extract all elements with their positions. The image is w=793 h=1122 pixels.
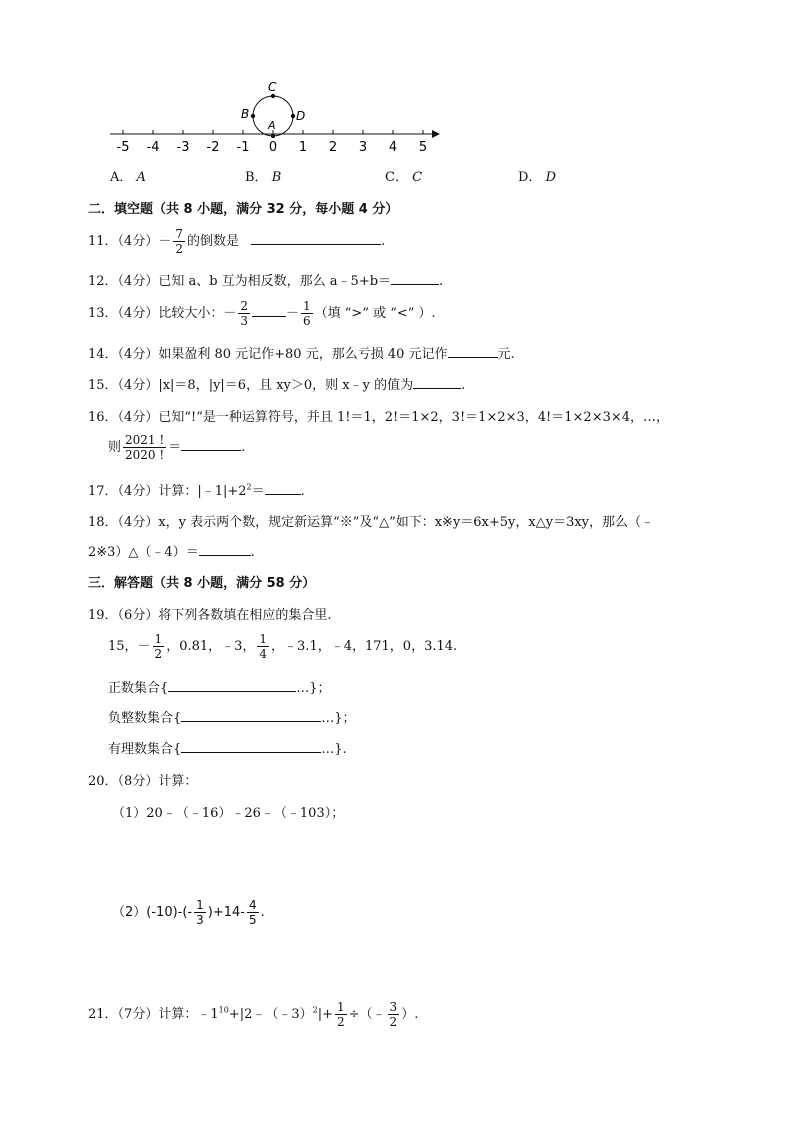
tick-label: 1 <box>298 140 308 155</box>
point-a-dot <box>271 134 275 138</box>
point-d-dot <box>291 114 295 118</box>
set-rational: 有理数集合{ …}. <box>108 742 347 757</box>
answer-blank-12[interactable] <box>391 272 439 285</box>
question-11: 11．（4分）－ $\frac{7}{2}$ 的倒数是 . <box>88 227 386 256</box>
tick-label: 2 <box>328 140 338 155</box>
question-19: 19．（6分）将下列各数填在相应的集合里. <box>88 608 332 623</box>
answer-blank-15[interactable] <box>413 376 461 389</box>
option-a[interactable]: A． A <box>110 170 146 185</box>
set-negative-integer: 负整数集合{ …}； <box>108 711 356 726</box>
question-18-line2: 2※3）△（﹣4）＝ . <box>88 545 255 560</box>
question-21: 21．（7分）计算：$﹣1^{10}+|2﹣(﹣3)^2|+$ $\frac{1}{2}$ ÷（﹣ $\frac{3}{2}$ ）. <box>88 1000 419 1029</box>
set-positive: 正数集合{ …}； <box>108 681 331 696</box>
question-19-numbers: 15，－ $\frac{1}{2}$ ，0.81，﹣3， $\frac{1}{4}$ ，﹣3.1，﹣4，171，0，3.14. <box>108 632 458 661</box>
point-c-label: C <box>268 80 277 94</box>
question-14: 14．（4分）如果盈利 80 元记作+80 元，那么亏损 40 元记作 元. <box>88 347 515 362</box>
answer-blank-19-rational[interactable] <box>181 740 321 753</box>
answer-blank-14[interactable] <box>448 345 498 358</box>
option-c[interactable]: C． C <box>385 170 423 185</box>
tick-label: -2 <box>206 140 220 155</box>
tick-label: 3 <box>358 140 368 155</box>
point-b-dot <box>251 114 255 118</box>
question-16-line2: 则 $\frac{2021 !}{2020 !}$ ＝ . <box>108 433 246 462</box>
option-b[interactable]: B． B <box>245 170 282 185</box>
section3-title: 三．解答题（共 8 小题，满分 58 分） <box>88 576 316 591</box>
option-d[interactable]: D． D <box>518 170 557 185</box>
question-15: 15．（4分）|x|＝8，|y|＝6，且 xy＞0，则 x﹣y 的值为 . <box>88 378 466 393</box>
answer-blank-19-positive[interactable] <box>168 679 296 692</box>
number-line-arrow <box>432 130 440 138</box>
point-c-dot <box>271 94 275 98</box>
tick-label: 0 <box>268 140 278 155</box>
question-18-line1: 18．（4分）x，y 表示两个数，规定新运算“※”及“△”如下：x※y＝6x+5y，x△y＝3xy，那么（﹣ <box>88 515 655 530</box>
answer-blank-17[interactable] <box>265 482 301 495</box>
answer-blank-19-negative-integer[interactable] <box>181 709 321 722</box>
question-13: 13．（4分）比较大小：－ $\frac{2}{3}$ － $\frac{1}{6}$ （填 “>” 或 “<” ）. <box>88 299 436 328</box>
tick-label: -5 <box>116 140 130 155</box>
point-b-label: B <box>241 107 250 121</box>
question-20-part1: （1）20﹣（﹣16）﹣26﹣（﹣103）； <box>112 806 345 821</box>
tick-label: 5 <box>418 140 428 155</box>
point-d-label: D <box>296 109 306 123</box>
section2-title: 二．填空题（共 8 小题，满分 32 分，每小题 4 分） <box>88 202 399 217</box>
question-17: 17．（4分）计算：$|﹣1|+2^2=$ . <box>88 482 305 499</box>
answer-blank-18[interactable] <box>199 543 251 556</box>
point-a-label: A <box>268 119 276 132</box>
tick-label: -4 <box>146 140 160 155</box>
question-20: 20．（8分）计算： <box>88 774 198 789</box>
number-line-figure <box>100 74 450 164</box>
question-16-line1: 16．（4分）已知“!”是一种运算符号，并且 1!＝1，2!＝1×2，3!＝1×2×3，4!＝1×2×3×4，…， <box>88 410 670 425</box>
question-20-part2: （2）(-10)-(- $\frac{1}{3}$ )+14- $\frac{4}{5}$ . <box>112 898 265 927</box>
tick-label: -3 <box>176 140 190 155</box>
tick-label: -1 <box>236 140 250 155</box>
question-12: 12．（4分）已知 a、b 互为相反数，那么 a﹣5+b＝ . <box>88 274 444 289</box>
tick-label: 4 <box>388 140 398 155</box>
answer-blank-11[interactable] <box>251 232 381 245</box>
answer-blank-16[interactable] <box>181 438 241 451</box>
answer-blank-13[interactable] <box>252 304 286 317</box>
